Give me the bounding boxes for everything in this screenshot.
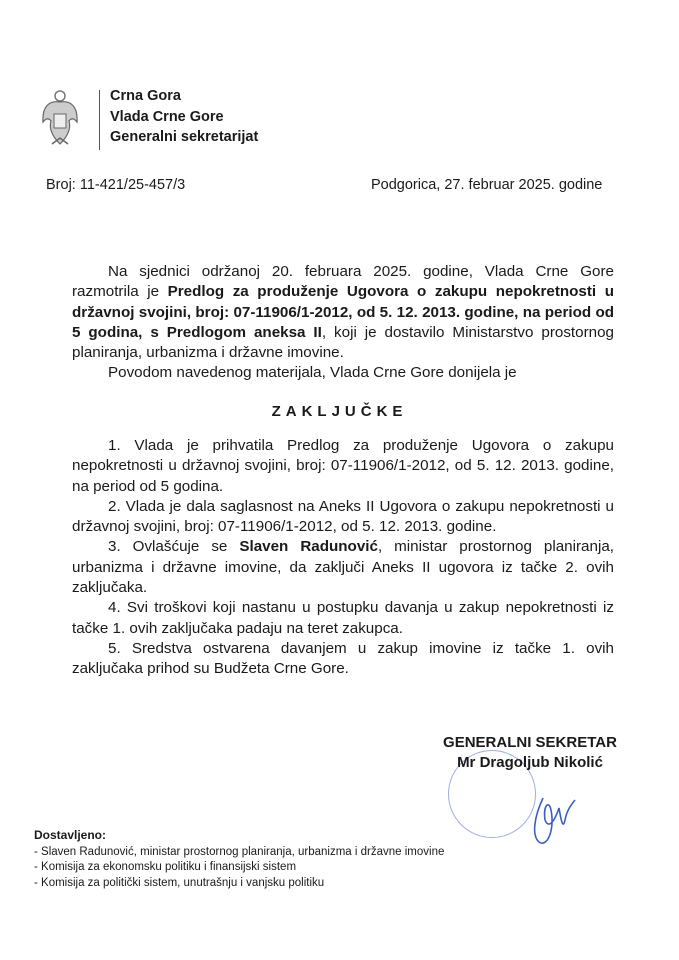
distribution-item: - Slaven Radunović, ministar prostornog planiranja, urbanizma i državne imovine [34, 845, 445, 858]
conclusion-item: 1. Vlada je prihvatila Predlog za produženje Ugovora o zakupu nepokretnosti u državnoj svojini, broj: 07-11906/1-2012, od 5. 12. 2013. godine, na period od 5 godina. [72, 437, 614, 495]
distribution-item: - Komisija za politički sistem, unutrašnju i vanjsku politiku [34, 876, 325, 889]
intro [72, 262, 614, 384]
conclusion-item: 4. Svi troškovi koji nastanu u postupku davanja u zakup nepokretnosti iz tačke 1. ovih zaključaka padaju na teret zakupca. [72, 599, 614, 637]
distribution-list [34, 828, 444, 891]
place-date: Podgorica, 27. februar 2025. godine [371, 177, 603, 193]
distribution-heading: Dostavljeno: [34, 828, 107, 842]
conclusion-item [72, 537, 614, 598]
document-number: Broj: 11-421/25-457/3 [46, 177, 186, 193]
government-name: Vlada Crne Gore [110, 108, 224, 125]
coat-of-arms-icon [40, 88, 80, 150]
conclusions-list [72, 436, 614, 680]
department-name: Generalni sekretarijat [110, 129, 259, 145]
signatory-name: Mr Dragoljub Nikolić [457, 754, 603, 771]
conclusion-text: 3. Ovlašćuje se [108, 538, 240, 556]
conclusion-item: 5. Sredstva ostvarena davanjem u zakup imovine iz tačke 1. ovih zaključaka prihod su Budžeta Crne Gore. [72, 639, 614, 678]
header-divider [99, 90, 100, 150]
signatory-title: GENERALNI SEKRETAR [443, 734, 617, 751]
country-name: Crna Gora [110, 88, 181, 104]
conclusion-text: , ministar prostornog planiranja, urbanizma i državne imovine, da zaključi Aneks II ugovora iz tačke 2. ovih zaključaka. [72, 538, 614, 597]
decision-intro: Povodom navedenog materijala, Vlada Crne Gore donijela je [108, 364, 517, 382]
intro-paragraph [72, 262, 614, 363]
section-title: ZAKLJUČKE [271, 403, 408, 420]
proposal-title: Predlog za produženje Ugovora o zakupu nepokretnosti u državnoj svojini, broj: 07-11906/1-2012, od 5. 12. 2013. godine, na period od 5 godina, s Predlogom aneksa II [72, 283, 614, 341]
conclusion-item: 2. Vlada je dala saglasnost na Aneks II Ugovora o zakupu nepokretnosti u državnoj svojini, broj: 07-11906/1-2012, od 5. 12. 2013. godine. [72, 497, 614, 536]
letterhead [110, 86, 258, 148]
intro-text-end: , koji je dostavilo Ministarstvo prostornog planiranja, urbanizma i državne imovine. [72, 323, 614, 362]
minister-name: Slaven Radunović [239, 538, 378, 556]
distribution-item: - Komisija za ekonomsku politiku i finansijski sistem [34, 861, 297, 874]
intro-text: Na sjednici održanoj 20. februara 2025. godine, Vlada Crne Gore razmotrila je [72, 263, 614, 301]
handwritten-signature [525, 790, 585, 850]
signatory-block [420, 733, 640, 773]
